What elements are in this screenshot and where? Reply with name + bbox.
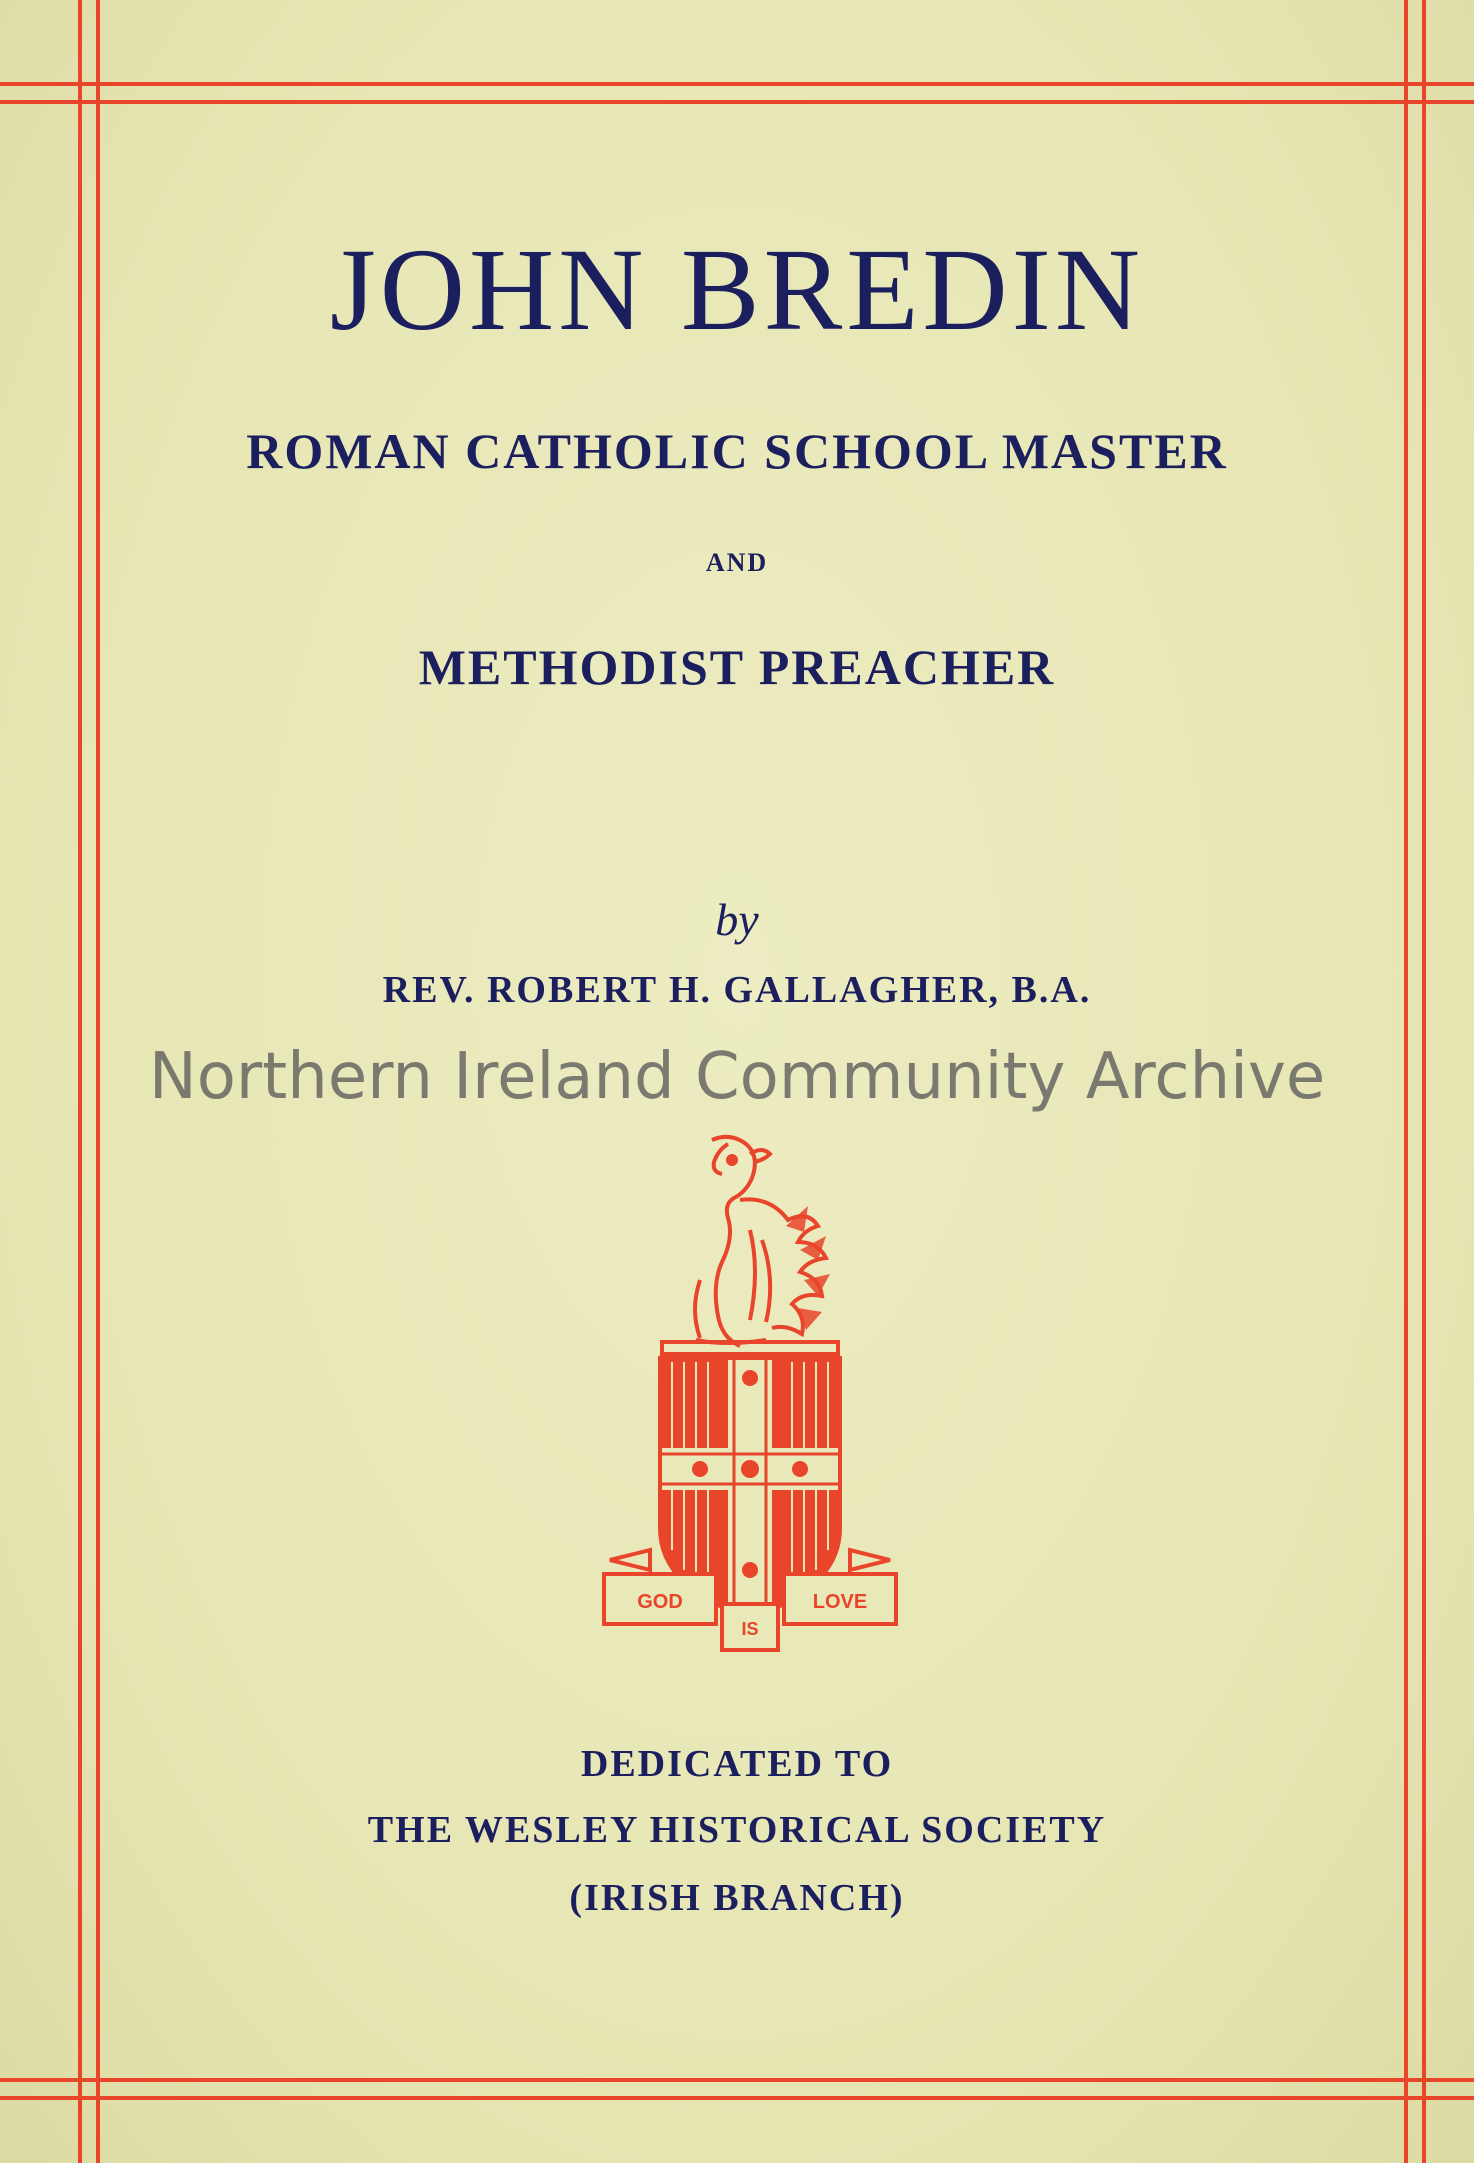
subtitle-line-2: METHODIST PREACHER bbox=[418, 639, 1056, 695]
dedication-line-2: THE WESLEY HISTORICAL SOCIETY bbox=[367, 1809, 1107, 1851]
crest-motto-god: GOD bbox=[637, 1591, 683, 1613]
subtitle-conjunction: AND bbox=[705, 548, 769, 577]
top-inner-border-rule bbox=[0, 100, 1474, 104]
by-line: by bbox=[715, 894, 759, 945]
wesley-crest-emblem bbox=[600, 1130, 900, 1670]
crest-motto-love: LOVE bbox=[812, 1591, 868, 1613]
dedication-line-3: (IRISH BRANCH) bbox=[569, 1877, 905, 1919]
subtitle-line-1: ROMAN CATHOLIC SCHOOL MASTER bbox=[246, 423, 1228, 479]
author-name: REV. ROBERT H. GALLAGHER, B.A. bbox=[382, 969, 1092, 1011]
top-outer-border-rule bbox=[0, 82, 1474, 86]
dedication-line-1: DEDICATED TO bbox=[580, 1743, 894, 1785]
archive-watermark: Northern Ireland Community Archive bbox=[148, 1040, 1326, 1114]
crest-motto-is: IS bbox=[741, 1619, 759, 1639]
book-title: JOHN BREDIN bbox=[329, 224, 1145, 355]
bottom-inner-border-rule bbox=[0, 2078, 1474, 2082]
bottom-outer-border-rule bbox=[0, 2096, 1474, 2100]
